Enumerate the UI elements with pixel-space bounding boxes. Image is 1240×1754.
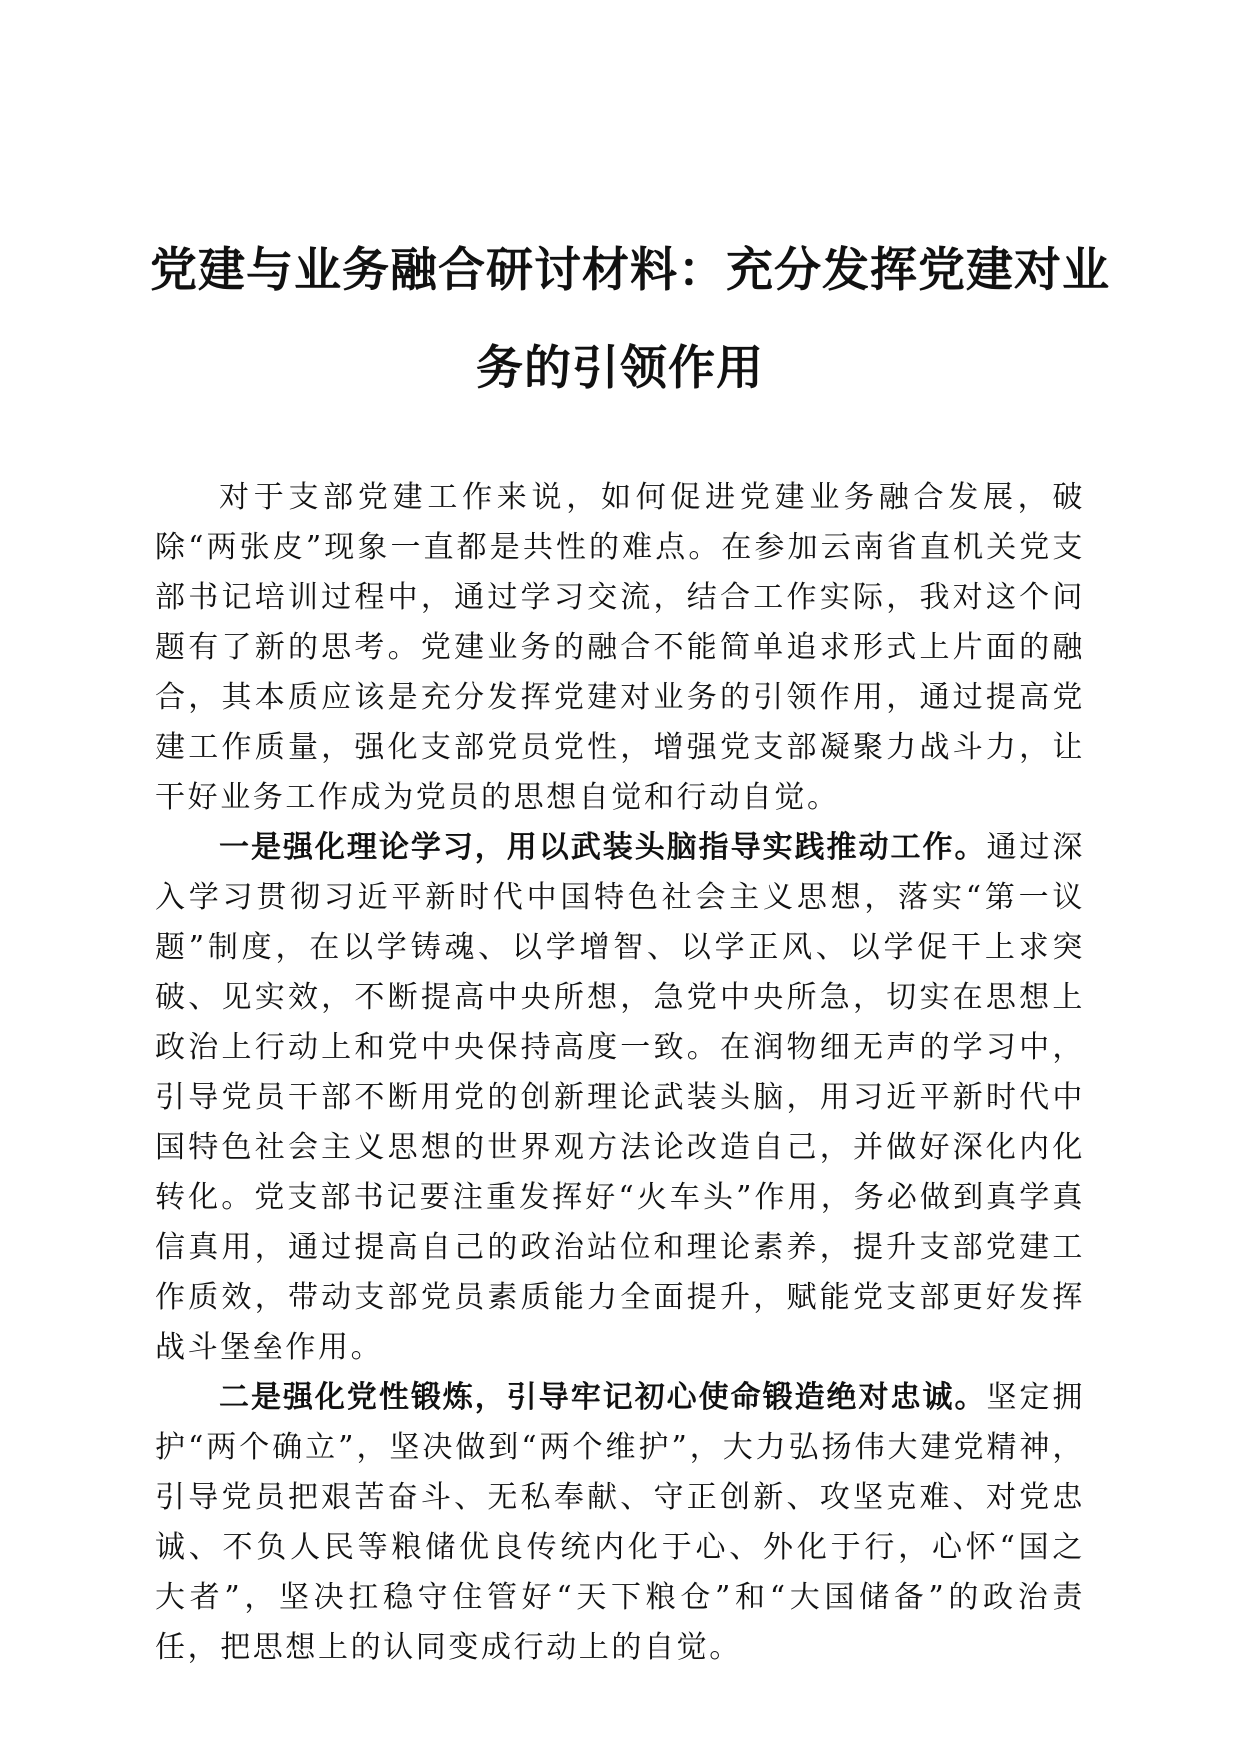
paragraph-lead: 一是强化理论学习，用以武装头脑指导实践推动工作。 [219,830,987,865]
paragraph-text: 通过深入学习贯彻习近平新时代中国特色社会主义思想，落实“第一议题”制度，在以学铸魂、以学增智、以学正风、以学促干上求突破、见实效，不断提高中央所想，急党中央所急，切实在思想上政治上行动上和党中央保持高度一致。在润物细无声的学习中，引导党员干部不断用党的创新理论武装头脑，用习近平新时代中国特色社会主义思想的世界观方法论改造自己，并做好深化内化转化。党支部书记要注重发挥好“火车头”作用，务必做到真学真信真用，通过提高自己的政治站位和理论素养，提升支部党建工作质效，带动支部党员素质能力全面提升，赋能党支部更好发挥战斗堡垒作用。 [155,830,1085,1365]
document-body [155,473,1085,1673]
paragraph-intro [155,473,1085,823]
paragraph-text: 对于支部党建工作来说，如何促进党建业务融合发展，破除“两张皮”现象一直都是共性的难点。在参加云南省直机关党支部书记培训过程中，通过学习交流，结合工作实际，我对这个问题有了新的思考。党建业务的融合不能简单追求形式上片面的融合，其本质应该是充分发挥党建对业务的引领作用，通过提高党建工作质量，强化支部党员党性，增强党支部凝聚力战斗力，让干好业务工作成为党员的思想自觉和行动自觉。 [155,480,1085,815]
paragraph-lead: 二是强化党性锻炼，引导牢记初心使命锻造绝对忠诚。 [219,1380,987,1415]
paragraph-point-2 [155,1373,1085,1673]
paragraph-text: 坚定拥护“两个确立”，坚决做到“两个维护”，大力弘扬伟大建党精神，引导党员把艰苦奋斗、无私奉献、守正创新、攻坚克难、对党忠诚、不负人民等粮储优良传统内化于心、外化于行，心怀“国之大者”，坚决扛稳守住管好“天下粮仓”和“大国储备”的政治责任，把思想上的认同变成行动上的自觉。 [155,1380,1085,1665]
title-line-1: 党建与业务融合研讨材料：充分发挥党建对业 [150,243,1110,298]
document-title [150,222,1110,418]
paragraph-point-1 [155,823,1085,1373]
title-line-2: 务的引领作用 [476,341,764,396]
